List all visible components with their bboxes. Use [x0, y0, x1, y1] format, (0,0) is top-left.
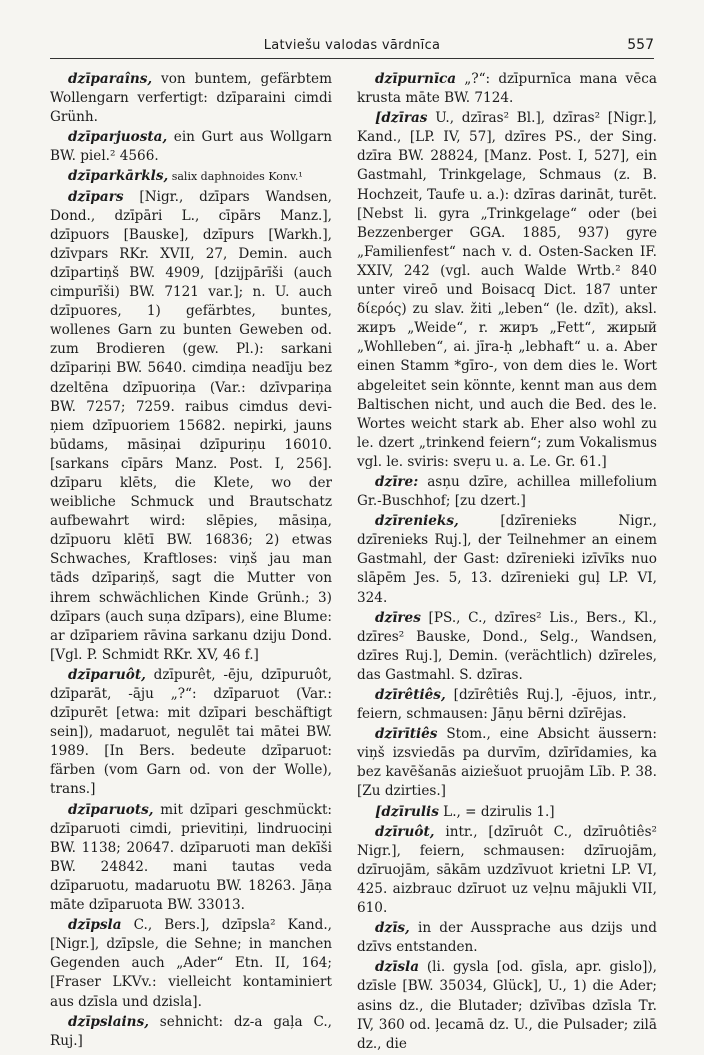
entry-text: [Nigr., dzīpars Wandsen, Dond., dzīpāri L., cīpārs Manz.], dzīpuors [Bauske], dzīpurs [Warkh.], dzīvpars RKr. XVII, 27, Demin. auch dzīpartiņš BW. 4909, [dzijpārīši (auch cimpurīši) BW. 7121 var.]; n. U. auch dzīpuores, 1) gefärbtes, buntes, wollenes Garn zu bunten Geweben od. zum Brodieren (gew. Pl.): sarkani dzīpariņi BW. 5640. cimdiņa neadīju bez dzeltēna dzīpuoriņa (Var.: dzīvpariņa BW. 7257; 7259. raibus cimdus devi-ņiem dzīpuoriem 15682. nepirki, jauns būdams, māsiņai dzīpuriņu 16010. [sarkans cīpārs Manz. Post. I, 256]. dzīparu klēts, die Klete, wo der weibliche Schmuck und Brautschatz aufbewahrt wird: slēpies, māsiņa, dzīpuoru klētī BW. 16836; 2) etwas Schwaches, Kraftloses: viņš jau man tāds dzīpariņš, sagt die Mutter von ihrem schwächlichen Kinde Grünh.; 3) dzīpars (auch suņa dzīpars), eine Blume: ar dzīpariem rāvina sarkanu dziju Dond. [Vgl. P. Schmidt RKr. XV, 46 f.] [50, 188, 332, 663]
headword: dzīpsla [68, 917, 122, 934]
entry [50, 188, 332, 665]
entry-text: [dzīrenieks Nigr., dzīrenieks Ruj.], der Teilnehmer an einem Gastmahl, der Gast: dzīrenieki izīvīks nuo slāpēm Jes. 5, 13. dzīrenieki guļ LP. VI, 324. [357, 513, 657, 606]
headword: dzīrītiês [375, 726, 438, 743]
entry-text: dzīpurêt, -ēju, dzīpuruôt, dzīparāt, -āju „?“: dzīparuot (Var.: dzīpurēt [etwa: mit dzīpari beschäftigt sein]), madaruot, negulēt tai mātei BW. 1989. [In Bers. bedeute dzīparuot: färben (vom Garn od. von der Wolle), trans.] [50, 666, 332, 798]
page-number: 557 [627, 37, 654, 53]
entry-text: L., = dzirulis 1.] [438, 803, 555, 820]
headword: dzīrenieks, [375, 513, 459, 530]
entry-text: intr., [dzīruôt C., dzīruôtiês² Nigr.], feiern, schmausen: dzīruojām, dzīruojām, sākām uzdzīvuot krietni LP. VI, 425. aizbrauc dzīruot uz veļnu mājukli VII, 610. [357, 823, 657, 917]
entry [357, 823, 657, 918]
entry-text: „?“: dzīpurnīca mana vēca krusta māte BW. 7124. [357, 71, 657, 107]
entry [357, 919, 657, 957]
entry [357, 725, 657, 801]
headword: dzīpslains, [68, 1013, 149, 1030]
entry [357, 512, 657, 607]
headword: dzīrêtiês, [375, 687, 446, 703]
entry [357, 958, 657, 1053]
entry [357, 803, 657, 822]
headword: dzīres [375, 609, 421, 626]
entry-text: von buntem, gefärbtem Wollengarn verfertigt: dzīparaini cimdi Grünh. [50, 71, 332, 126]
entry-text: U., dzīras² Bl.], dzīras² [Nigr.], Kand., [LP. IV, 57], dzīres PS., der Sing. dzīra BW. 28824, [Manz. Post. I, 527], ein Gastmahl, Trinkgelage, Schmaus (z. B. Hochzeit, Taufe u. a.): dzīras darināt, turēt. [Nebst li. gyra „Trinkgelage“ oder (bei Bezzenberger GGA. 1885, 937) gyre „Familienfest“ nach v. d. Osten-Sacken IF. XXIV, 242 (vgl. auch Walde Wrtb.² 840 unter vireō und Boisacq Dict. 187 unter δίερός) zu slav. žiti „leben“ (le. dzīt), aksl. жиръ „Weide“, r. жиръ „Fett“, жирый „Wohlleben“, ai. jīra-ḥ „lebhaft“ u. a. Aber einen Stamm *gīro-, von dem dies le. Wort abgeleitet sein könnte, kennt man aus dem Baltischen nicht, und auch die Bed. des le. Wortes weicht stark ab. Eher also wohl zu le. dzert „trinkend feiern“; zum Vokalismus vgl. le. sviris: sveŗu u. a. Le. Gr. 61.] [357, 110, 657, 470]
headword: dzīpurnīca [375, 71, 457, 87]
running-title: Latviešu valodas vārdnīca [263, 38, 441, 53]
entry [357, 70, 657, 108]
headword: dzīsla [375, 959, 420, 976]
entry-text: sehnicht: dz-a gaļa C., Ruj.] [50, 1013, 332, 1049]
headword: dzīparuots, [68, 801, 154, 818]
entry [50, 916, 332, 1011]
entry [50, 70, 332, 127]
headword: dzīparuôt, [68, 666, 146, 683]
headword: [dzīras [375, 110, 428, 127]
left-column [50, 70, 332, 1052]
entry-text: C., Bers.], dzīpsla² Kand., [Nigr.], dzīpsle, die Sehne; in manchen Gegenden auch „Ader“ Etn. II, 164; [Fraser LKVv.: vielleicht kontaminiert aus dzīsla und dzisla]. [50, 917, 332, 1010]
entry-text: [dzīrêtiês Ruj.], -ējuos, intr., feiern, schmausen: Jāņu bērni dzīrējas. [357, 687, 657, 723]
right-column [357, 70, 657, 1055]
headword: dzīparkārkls, [68, 168, 169, 185]
entry [50, 167, 332, 186]
entry-text: [PS., C., dzīres² Lis., Bers., Kl., dzīres² Bauske, Dond., Selg., Wandsen, dzīres Ruj.], Demin. (verächtlich) dzīreles, das Gastmahl. S. dzīras. [357, 609, 657, 683]
headword: dzīparjuosta, [68, 129, 168, 146]
headword: dzīruôt, [375, 823, 435, 840]
page-header [50, 36, 654, 59]
headword: dzīs, [375, 920, 410, 937]
entry [357, 609, 657, 685]
entry [357, 109, 657, 472]
headword: dzīparaîns, [68, 71, 153, 87]
entry-text: asņu dzīre, achillea millefolium Gr.-Buschhof; [zu dzert.] [357, 473, 657, 510]
entry [357, 686, 657, 724]
entry [50, 128, 332, 166]
entry [357, 473, 657, 511]
entry-text: ein Gurt aus Wollgarn BW. piel.² 4566. [50, 129, 332, 165]
headword: [dzīrulis [375, 803, 439, 820]
entry-text: in der Aussprache aus dzijs und dzīvs entstanden. [357, 920, 657, 956]
entry-text: salix daphnoides Konv.¹ [168, 170, 303, 184]
entry [50, 801, 332, 916]
entry-text: mit dzīpari geschmückt: dzīparuoti cimdi, prievitiņi, lindruociņi BW. 1138; 20647. dzīparuoti man dekīši BW. 24842. mani tautas veda dzīparuotu, madaruotu BW. 18263. Jāņa māte dzīparuota BW. 33013. [50, 801, 332, 914]
entry [50, 666, 332, 800]
headword: dzīpars [68, 188, 124, 205]
entry-text: (li. gysla [od. gīsla, apr. gislo]), dzīsle [BW. 35034, Glück], U., 1) die Ader; asins dz., die Blutader; dzīvības dzīsla Tr. IV, 360 od. ļecamā dz. U., die Pulsader; zilā dz., die [357, 959, 657, 1052]
entry-text: Stom., eine Absicht äussern: viņš izsviedās pa durvīm, dzīrīdamies, ka bez kavēšanās aiziešuot pruojām Līb. P. 38. [Zu dzirties.] [357, 726, 657, 800]
headword: dzīre: [375, 473, 419, 490]
entry [50, 1013, 332, 1051]
